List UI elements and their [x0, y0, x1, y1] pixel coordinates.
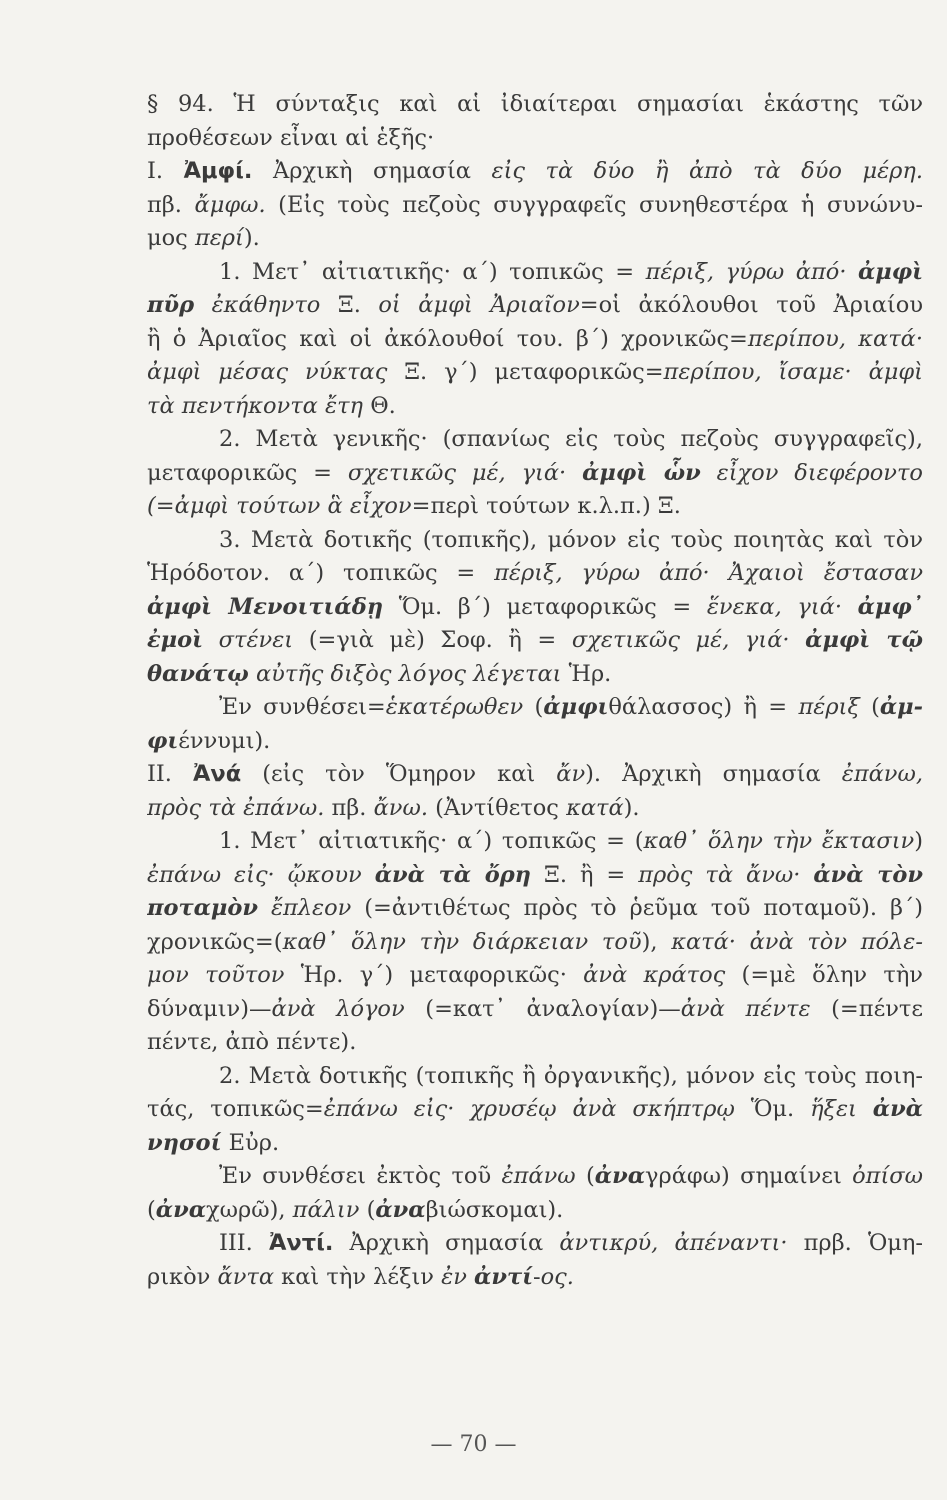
text-line [147, 1261, 923, 1295]
bold-example: ἀνα [155, 1196, 207, 1223]
text-line [147, 926, 923, 960]
text-line [147, 591, 923, 625]
text-run: γράφω) σημαίνει [645, 1163, 853, 1189]
italic-gloss: (= [147, 493, 175, 519]
italic-gloss: κατά· ἀνὰ τὸν πόλε- [671, 928, 923, 955]
text-run: ρικὸν [147, 1263, 218, 1290]
text-line [147, 222, 923, 256]
bold-example: ἀμφι [543, 694, 609, 720]
text-run: πρβ. Ὁμη- [787, 1230, 923, 1256]
text-run [275, 862, 288, 888]
text-run: Ὅμ. [734, 1096, 811, 1122]
italic-gloss: χρυσέῳ ἀνὰ σκήπτρῳ [470, 1096, 735, 1122]
italic-gloss: καθ᾿ ὅλην τὴν ἔκτασιν [643, 828, 915, 854]
italic-gloss: ἄμφω. [194, 191, 266, 218]
text-run: δύναμιν)— [147, 995, 272, 1022]
bold-example: ἀμφὶ Μενοιτιάδῃ [147, 593, 384, 620]
text-run: Ἐν συνθέσει= [219, 694, 386, 720]
text-line [147, 323, 923, 357]
italic-gloss: περίπου, ἴσαμε· [663, 359, 852, 385]
text-line [147, 289, 923, 323]
text-run: Ξ. ἢ = [531, 861, 639, 888]
text-run [857, 1096, 873, 1122]
bold-example: θανάτῳ [147, 660, 249, 687]
text-run: ) [914, 828, 923, 854]
italic-gloss: πρὸς τὰ ἐπάνω. [147, 794, 325, 821]
italic-gloss: ἐπάνω [501, 1163, 576, 1189]
text-run: ( [147, 1196, 156, 1223]
text-run: Ἡρ. [561, 660, 612, 687]
text-line [147, 155, 923, 189]
text-run [454, 1096, 470, 1122]
italic-gloss: εἰς τὰ δύο ἢ ἀπὸ τὰ δύο μέρη. [491, 158, 923, 184]
text-run: Ξ. [320, 292, 379, 318]
text-run: 1. Μετ᾿ αἰτιατικῆς· α´) τοπικῶς = [219, 258, 646, 285]
text-run: 2. Μετὰ δοτικῆς (τοπικῆς ἢ ὀργανικῆς), μόνον εἰς τοὺς ποιη- [219, 1062, 923, 1089]
text-run: Ἀρχικὴ σημασία [252, 158, 492, 184]
section-heading: Ἀνά [192, 761, 242, 787]
page-number: — 70 — [430, 1432, 517, 1457]
italic-gloss: ἀνὰ πέντε [680, 995, 811, 1022]
italic-gloss: ἐπάνω, [841, 761, 923, 787]
text-run [842, 594, 858, 620]
text-line [147, 88, 923, 122]
text-run [467, 1264, 474, 1290]
italic-gloss: ἕνεκα, γιά· [706, 593, 842, 620]
text-line [147, 189, 923, 223]
text-line [147, 658, 923, 692]
text-run: Θ. [363, 392, 396, 419]
text-run: πβ. [324, 794, 374, 821]
italic-gloss: ᾤκουν [287, 861, 362, 888]
bold-example: ἀμφὶ ὧν [582, 459, 701, 486]
text-line [147, 725, 923, 759]
text-run [194, 292, 212, 318]
italic-gloss: περί [194, 225, 244, 251]
bold-example: ἀμφὶ τῷ [805, 627, 923, 653]
text-line [147, 1160, 923, 1194]
text-run: ). [623, 794, 640, 821]
text-run [846, 259, 858, 285]
italic-gloss: ἔπλεον [270, 895, 352, 921]
italic-gloss: κατά [566, 794, 624, 821]
text-run: Εὐρ. [221, 1129, 280, 1156]
italic-gloss: ἐπάνω εἰς· [147, 861, 275, 888]
italic-gloss: ος. [540, 1263, 574, 1290]
text-run: ἢ ὁ Ἀριαῖος καὶ οἱ ἀκόλουθοί του. β´) χρονικῶς= [147, 325, 748, 352]
text-run: χρονικῶς=( [147, 928, 283, 955]
italic-gloss: ἐκάθηντο [211, 292, 321, 318]
italic-gloss: Ἀχαιοὶ ἔστασαν [728, 560, 923, 586]
italic-gloss: ἥξει [810, 1096, 857, 1122]
text-line [147, 691, 923, 725]
italic-gloss: οἱ ἀμφὶ Ἀριαῖον [378, 292, 580, 318]
text-run: έννυμι). [178, 727, 271, 754]
italic-gloss: στένει [218, 627, 294, 653]
text-run: Ἡρ. γ´) μεταφορικῶς· [284, 962, 584, 988]
body-text [147, 88, 923, 1294]
italic-gloss: περίπου, κατά· [747, 325, 923, 352]
text-line [147, 758, 923, 792]
section-heading: Ἀντί. [268, 1230, 334, 1256]
bold-example: ἀμφ᾿ [857, 593, 923, 620]
italic-gloss: τὰ πεντήκοντα ἔτη [147, 392, 364, 419]
text-run: ). Ἀρχικὴ σημασία [585, 761, 842, 787]
italic-gloss: πάλιν [292, 1196, 360, 1223]
text-run: =περὶ τούτων κ.λ.π.) Ξ. [411, 493, 681, 519]
text-run: II. [147, 761, 193, 787]
italic-gloss: ἄντα [217, 1263, 275, 1290]
text-run: (=ἀντιθέτως πρὸς τὸ ῥεῦμα τοῦ ποταμοῦ). β´) [351, 895, 923, 921]
bold-example: ἀνὰ τὰ ὄρη [374, 861, 532, 888]
bold-example: ἀντί [474, 1263, 533, 1290]
text-line [147, 1194, 923, 1228]
italic-gloss: καθ᾿ ὅλην τὴν διάρκειαν τοῦ [282, 928, 642, 955]
text-run: Ἀρχικὴ σημασία [333, 1230, 560, 1256]
text-line [147, 122, 923, 156]
italic-gloss: ἐν [441, 1263, 467, 1290]
text-line [147, 959, 923, 993]
text-run [790, 627, 806, 653]
text-line [147, 356, 923, 390]
italic-gloss: ἄν [556, 761, 586, 787]
text-line [147, 1227, 923, 1261]
italic-gloss: ἄνω. [373, 794, 428, 821]
text-run: 2. Μετὰ γενικῆς· (σπανίως εἰς τοὺς πεζοὺς συγγραφεῖς), [219, 426, 923, 452]
italic-gloss: εἶχον διεφέροντο [716, 459, 923, 486]
text-run: μος [147, 225, 195, 251]
text-line [147, 892, 923, 926]
text-run: I. [147, 158, 184, 184]
text-run: (=πέντε [810, 995, 923, 1022]
text-run: Ἐν συνθέσει ἐκτὸς τοῦ [219, 1163, 502, 1189]
text-run: ). [243, 225, 260, 251]
text-line [147, 524, 923, 558]
text-run: ( [575, 1163, 595, 1189]
text-line [147, 825, 923, 859]
text-run [800, 862, 813, 888]
text-run: τάς, τοπικῶς= [147, 1096, 324, 1122]
text-run: προθέσεων εἶναι αἱ ἑξῆς· [147, 124, 435, 151]
text-run: μεταφορικῶς = [147, 459, 348, 486]
italic-gloss: πέριξ, γύρω ἀπό· [494, 560, 710, 586]
italic-gloss: σχετικῶς μέ, γιά· [347, 459, 567, 486]
text-run: (=κατ᾿ ἀναλογίαν)— [404, 995, 681, 1022]
text-run: § 94. Ἡ σύνταξις καὶ αἱ ἰδιαίτεραι σημασίαι ἑκάστης τῶν [147, 91, 923, 117]
text-run: (=μὲ ὅλην τὴν [725, 962, 923, 988]
text-run: χωρῶ), [206, 1196, 293, 1223]
italic-gloss: ἀνὰ λόγον [271, 995, 405, 1022]
section-heading: Ἀμφί. [183, 158, 253, 184]
text-run: III. [219, 1230, 269, 1256]
italic-gloss: ὀπίσω [852, 1163, 923, 1189]
bold-example: ἀμφὶ [857, 258, 923, 285]
text-line [147, 993, 923, 1027]
italic-gloss: σχετικῶς μέ, γιά· [571, 627, 790, 653]
text-line [147, 423, 923, 457]
bold-example: ἀμ- [879, 694, 923, 720]
bold-example: ἐμοὶ [147, 627, 204, 653]
text-run [258, 895, 271, 921]
text-run: καὶ τὴν λέξιν [274, 1263, 442, 1290]
text-run: βιώσκομαι). [425, 1196, 564, 1223]
text-run: Ὅμ. β´) μεταφορικῶς = [383, 593, 707, 620]
text-run: (Ἀντίθετος [427, 794, 567, 821]
bold-example: νησοί [147, 1129, 222, 1156]
text-run [852, 359, 869, 385]
text-run: (εἰς τὸν Ὅμηρον καὶ [241, 761, 557, 787]
text-line [147, 490, 923, 524]
bold-example: ἀνὰ τὸν [813, 861, 923, 888]
italic-gloss: ἀμφὶ μέσας νύκτας [147, 359, 388, 385]
bold-example: ἀνα [375, 1196, 426, 1223]
bold-example: ἀνα [594, 1163, 646, 1189]
italic-gloss: πέριξ, γύρω ἀπό· [645, 258, 847, 285]
italic-gloss: μον τοῦτον [147, 962, 285, 988]
text-run [203, 627, 219, 653]
text-line [147, 390, 923, 424]
italic-gloss: ἀμφὶ τούτων ἃ εἶχον [174, 493, 412, 519]
text-run: ), [641, 928, 672, 955]
text-run: 1. Μετ᾿ αἰτιατικῆς· α´) τοπικῶς = ( [219, 828, 644, 854]
text-run: 3. Μετὰ δοτικῆς (τοπικῆς), μόνον εἰς τοὺς ποιητὰς καὶ τὸν [219, 526, 923, 553]
text-run: (Εἰς τοὺς πεζοὺς συγγραφεῖς συνηθεστέρα ἡ συνώνυ- [265, 191, 923, 218]
italic-gloss: πέριξ [798, 694, 860, 720]
text-run: - [533, 1263, 541, 1290]
bold-example: πῦρ [147, 292, 195, 318]
italic-gloss: ἑκατέρωθεν [385, 694, 524, 720]
text-line [147, 1060, 923, 1094]
text-line [147, 1127, 923, 1161]
text-run [249, 661, 256, 687]
text-line [147, 1026, 923, 1060]
italic-gloss: αὐτῆς διξὸς λόγος λέγεται [255, 660, 562, 687]
text-run: θάλασσος) ἢ = [608, 694, 799, 720]
text-line [147, 792, 923, 826]
text-run [566, 460, 582, 486]
text-line [147, 859, 923, 893]
text-line [147, 557, 923, 591]
bold-example: φι [147, 727, 179, 754]
text-run: Ἡρόδοτον. α´) τοπικῶς = [147, 560, 495, 586]
italic-gloss: ἐπάνω εἰς· [323, 1096, 455, 1122]
text-line [147, 1093, 923, 1127]
bold-example: ἀνὰ [872, 1096, 923, 1122]
text-run: ( [859, 694, 880, 720]
text-run: πέντε, ἀπὸ πέντε). [147, 1029, 357, 1055]
text-run: ( [359, 1196, 376, 1223]
text-line [147, 256, 923, 290]
text-run: =οἱ ἀκόλουθοι τοῦ Ἀριαίου [579, 292, 923, 318]
italic-gloss: ἀμφὶ [868, 359, 923, 385]
text-line [147, 457, 923, 491]
text-run: ( [523, 694, 544, 720]
italic-gloss: ἀνὰ κράτος [583, 962, 726, 988]
text-run: Ξ. γ´) μεταφορικῶς= [387, 359, 664, 385]
text-run: (=γιὰ μὲ) Σοφ. ἢ = [293, 627, 572, 653]
bold-example: ποταμὸν [147, 895, 259, 921]
text-run: πβ. [147, 191, 195, 218]
text-line [147, 624, 923, 658]
text-run [701, 460, 717, 486]
italic-gloss: ἀντικρύ, ἀπέναντι· [559, 1230, 788, 1256]
text-run [710, 560, 729, 586]
italic-gloss: πρὸς τὰ ἄνω· [638, 861, 801, 888]
text-run [362, 862, 375, 888]
